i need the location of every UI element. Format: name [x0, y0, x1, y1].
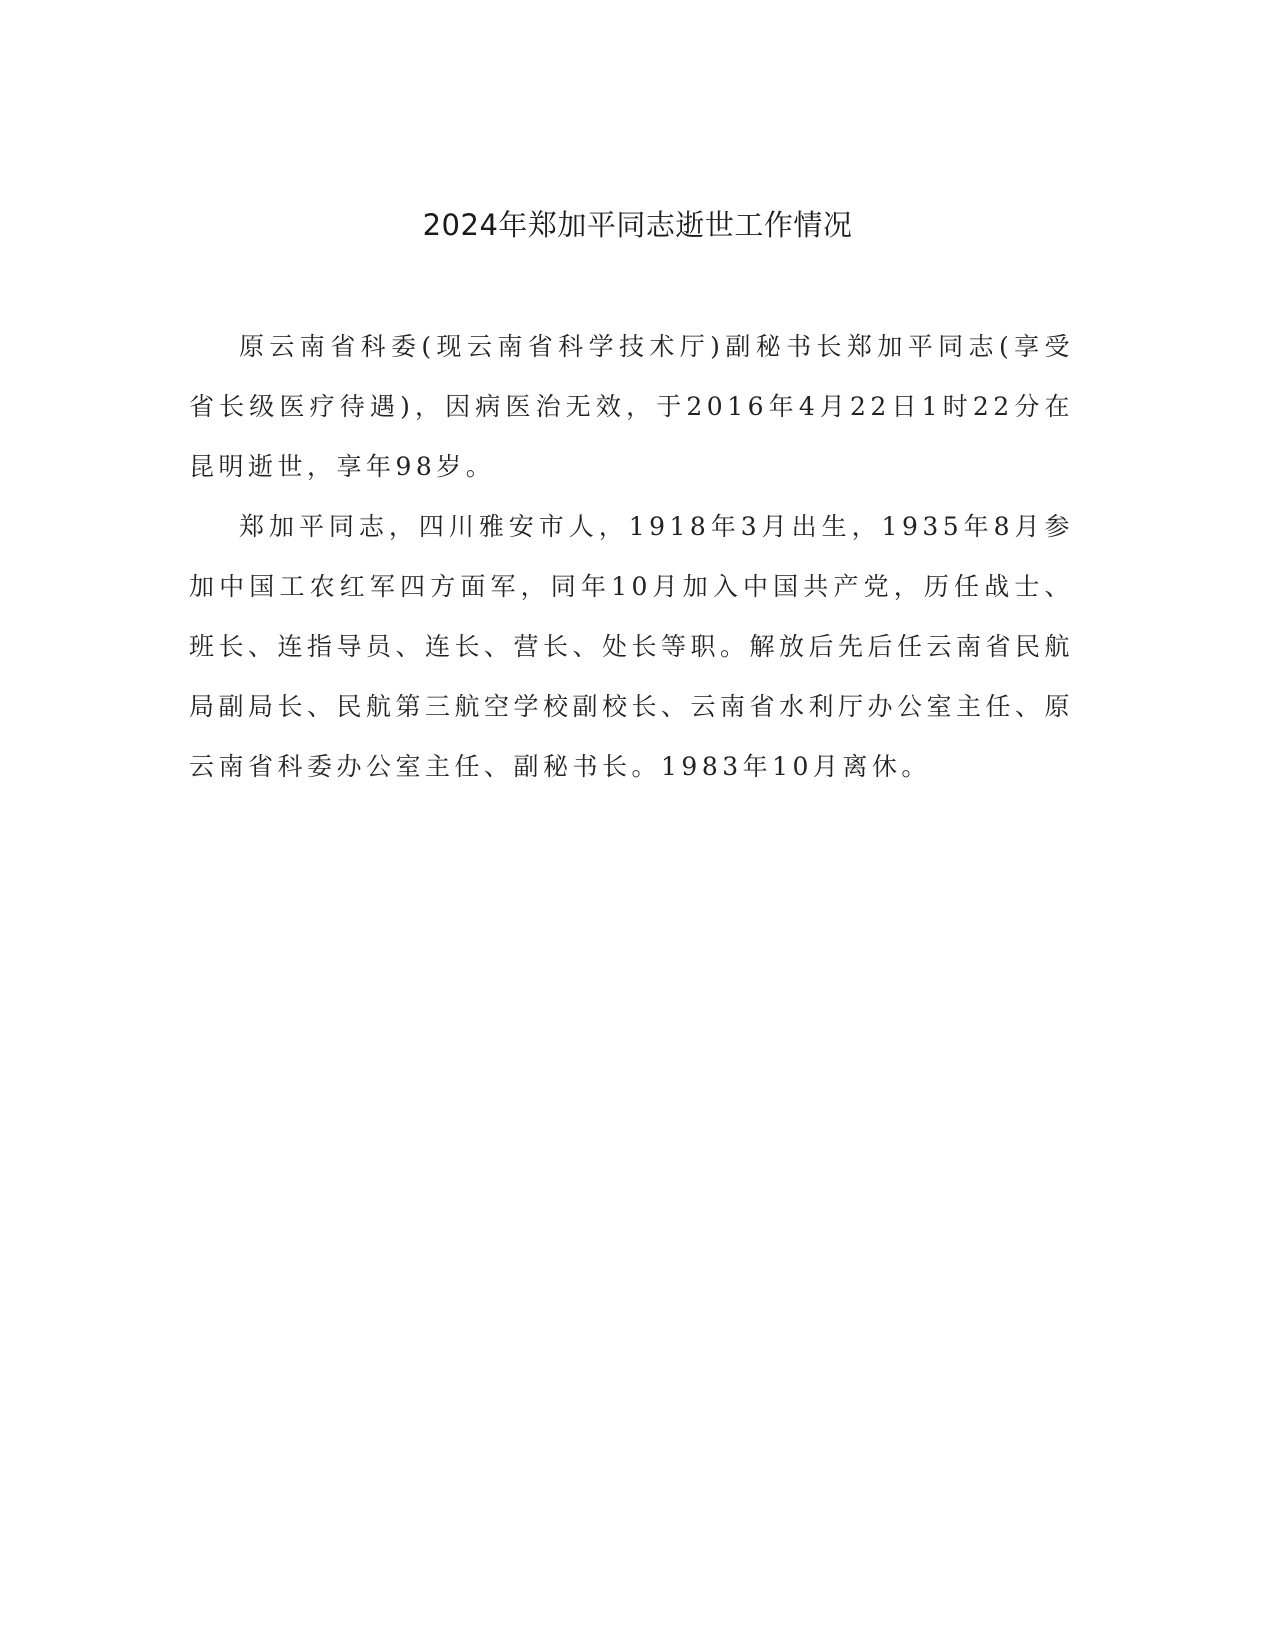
document-title: 2024年郑加平同志逝世工作情况 [422, 208, 853, 242]
paragraph-biography: 郑加平同志，四川雅安市人，1918年3月出生，1935年8月参加中国工农红军四方面军，同年10月加入中国共产党，历任战士、班长、连指导员、连长、营长、处长等职。解放后先后任云南省民航局副局长、民航第三航空学校副校长、云南省水利厅办公室主任、原云南省科委办公室主任、副秘书长。1983年10月离休。 [189, 512, 1075, 781]
document-body [189, 317, 1074, 797]
paragraph-death-notice: 原云南省科委(现云南省科学技术厅)副秘书长郑加平同志(享受省长级医疗待遇)，因病医治无效，于2016年4月22日1时22分在昆明逝世，享年98岁。 [189, 332, 1074, 481]
